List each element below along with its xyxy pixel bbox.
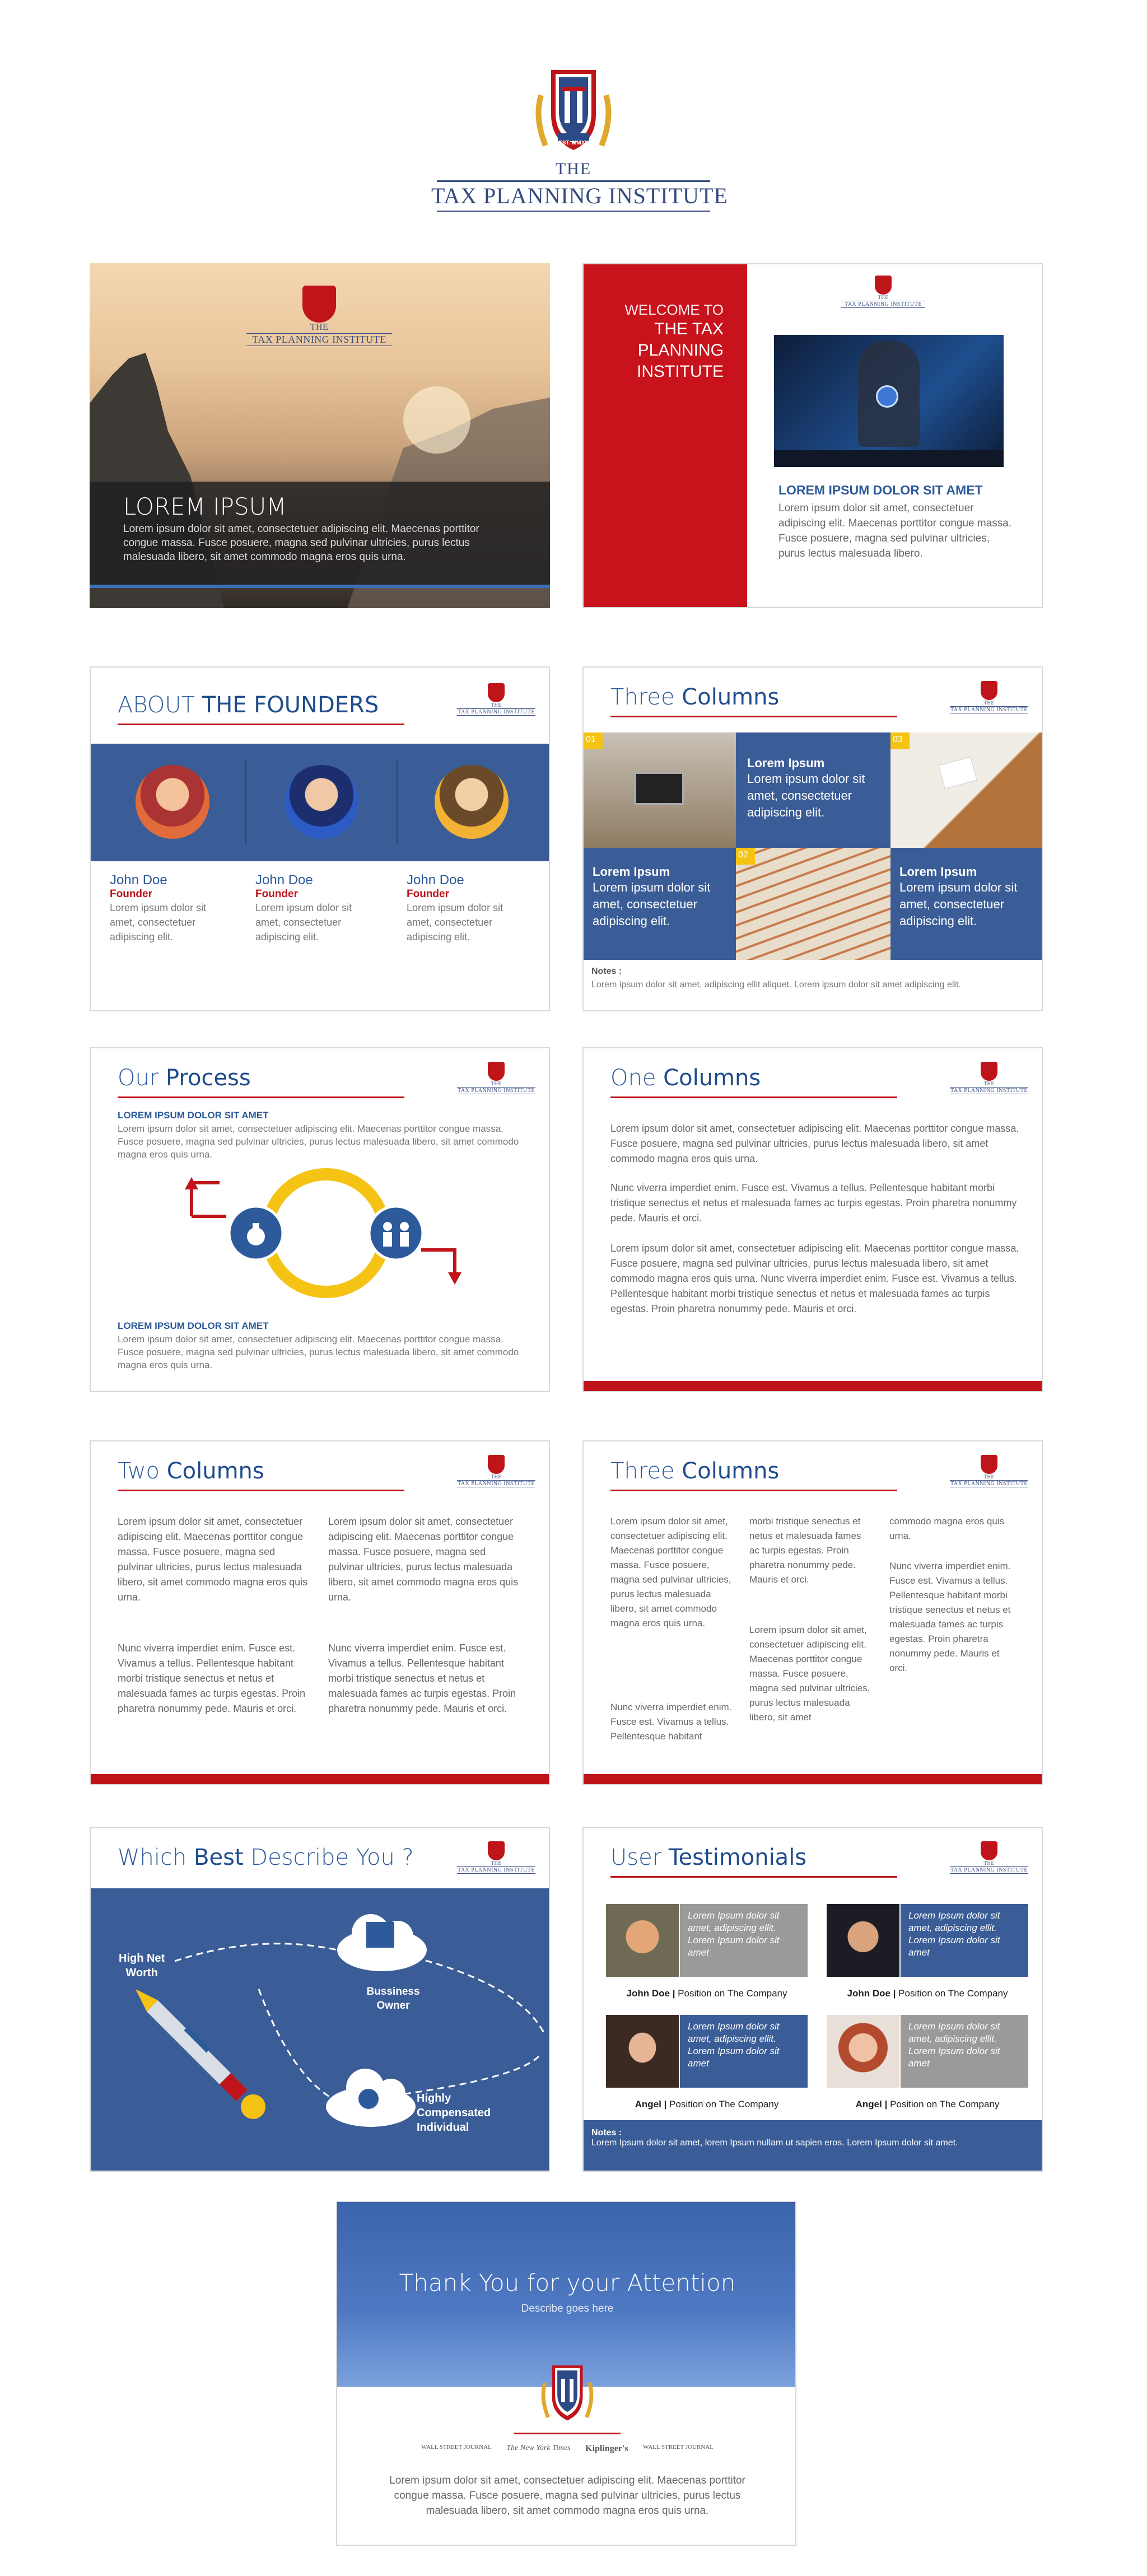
founder-name: John Doe: [407, 872, 464, 888]
thanks-rule: [514, 2433, 621, 2434]
mini-logo: [950, 1841, 1028, 1874]
shield-mini-icon: [488, 683, 505, 702]
tile-body: Lorem ipsum dolor sit amet, consectetuer adipiscing elit.: [899, 880, 1018, 928]
author-name: Angel: [635, 2099, 661, 2110]
notes-text: Lorem Ipsum dolor sit amet, lorem Ipsum nullam ut sapien eros. Lorem Ipsum dolor sit amet.: [591, 2138, 958, 2148]
slide-welcome: [582, 263, 1043, 608]
testimonial-photo: [827, 2015, 899, 2088]
threecol-c3-b: Nunc viverra imperdiet enim. Fusce est. Vivamus a tellus. Pellentesque habitant morbi tristique senectus et netus et malesuada fames ac turpis egestas. Proin pharetra nonummy pede. Mauris et orci.: [889, 1561, 1011, 1673]
thanks-body: Lorem ipsum dolor sit amet, consectetuer adipiscing elit. Maecenas porttitor congue massa. Fusce posuere, magna sed pulvinar ultricies, purus lectus malesuada libero, sit amet commodo magna eros quis urna.: [389, 2475, 745, 2517]
mini-logo-the: THE: [491, 1860, 502, 1866]
founders-divider-2: [397, 760, 398, 844]
press-logos: [421, 2444, 714, 2454]
shield-mini-icon: [981, 1841, 997, 1860]
logo-est: EST. MMXV: [558, 140, 589, 146]
mini-logo: [457, 683, 535, 716]
title-underline: [610, 1490, 897, 1491]
mini-logo-name: TAX PLANNING INSTITUTE: [458, 709, 535, 715]
welcome-body: Lorem ipsum dolor sit amet, consectetuer adipiscing elit. Maecenas porttitor congue massa. Fusce posuere, magna sed pulvinar ultricies, purus lectus malesuada libero.: [778, 502, 1012, 559]
founder-card: [110, 872, 233, 944]
which-title-b: Best: [194, 1845, 244, 1870]
founder-name: John Doe: [255, 872, 313, 888]
founder-role: Founder: [255, 888, 298, 900]
notes-text: Lorem ipsum dolor sit amet, adipiscing ellit aliquet. Lorem ipsum dolor sit amet adipiscing elit.: [591, 980, 961, 990]
threecol-c2-a: morbi tristique senectus et netus et malesuada fames ac turpis egestas. Proin pharetra nonummy pede. Mauris et orci.: [749, 1516, 861, 1585]
testimonial-author: [827, 2099, 1028, 2110]
cover-logo-the: THE: [310, 323, 329, 332]
onecol-para-3: Lorem ipsum dolor sit amet, consectetuer adipiscing elit. Maecenas porttitor congue massa. Fusce posuere, magna sed pulvinar ultricies, purus lectus malesuada libero, sit amet commodo magna eros quis urna. Nunc viverra imperdiet enim. Fusce est. Vivamus a tellus. Pellentesque habitant morbi tristique senectus et netus et malesuada fames ac turpis egestas. Proin pharetra nonummy pede. Mauris et orci.: [610, 1243, 1019, 1314]
pencils-photo: [736, 848, 890, 960]
cards-photo: [890, 732, 1043, 848]
thanks-subtitle: Describe goes here: [521, 2303, 614, 2314]
footer-bar: [584, 1774, 1042, 1784]
founder-name: John Doe: [110, 872, 167, 888]
which-title: [118, 1845, 414, 1870]
mini-logo-name: TAX PLANNING INSTITUTE: [458, 1088, 535, 1094]
mini-logo-the: THE: [491, 1474, 502, 1480]
founder-desc: Lorem ipsum dolor sit amet, consectetuer adipiscing elit.: [255, 902, 352, 942]
process-cycle-diagram: [175, 1160, 477, 1306]
welcome-logo-the: THE: [878, 295, 889, 300]
label-business-owner: [360, 1985, 427, 2013]
shield-mini-icon: [981, 681, 997, 700]
video-frame[interactable]: [774, 335, 1004, 467]
twocol-col1-b: Nunc viverra imperdiet enim. Fusce est. Vivamus a tellus. Pellentesque habitant morbi tristique senectus et netus et malesuada fames ac turpis egestas. Proin pharetra nonummy pede. Mauris et orci.: [118, 1642, 306, 1714]
label-high-net: [119, 1951, 165, 1980]
founder-role: Founder: [407, 888, 449, 900]
cloud-building-icon: [337, 1914, 427, 1971]
author-position: Position on The Company: [678, 1988, 787, 1999]
twocol-title-b: Columns: [166, 1458, 264, 1484]
brand-the: THE: [555, 160, 592, 178]
label-comp-3: Individual: [417, 2121, 469, 2134]
tile-body: Lorem ipsum dolor sit amet, consectetuer adipiscing elit.: [593, 880, 711, 928]
founders-title-b: THE FOUNDERS: [202, 692, 379, 718]
mini-logo-name: TAX PLANNING INSTITUTE: [950, 1481, 1028, 1487]
slide-one-column: [582, 1047, 1043, 1392]
twocol-col2-a: Lorem ipsum dolor sit amet, consectetuer adipiscing elit. Maecenas porttitor congue massa. Fusce posuere, magna sed pulvinar ultricies, purus lectus malesuada libero, sit amet commodo magna eros quis urna.: [328, 1516, 519, 1603]
testimonial-quote: Lorem Ipsum dolor sit amet, adipiscing ellit. Lorem Ipsum dolor sit amet: [901, 2015, 1028, 2088]
label-business-2: Owner: [376, 2000, 410, 2012]
title-underline: [610, 1876, 897, 1878]
slide-two-columns: [90, 1440, 550, 1785]
brand-name: TAX PLANNING INSTITUTE: [431, 183, 728, 208]
shield-mini-icon: [981, 1455, 997, 1474]
process-body-2: Lorem ipsum dolor sit amet, consectetuer adipiscing elit. Maecenas porttitor congue massa. Fusce posuere, magna sed pulvinar ultricies, purus lectus malesuada libero, sit amet commodo magna eros quis urna.: [118, 1334, 519, 1370]
thanks-title: Thank You for your Attention: [399, 2269, 736, 2297]
welcome-text: [600, 301, 724, 382]
footer-bar: [91, 1774, 549, 1784]
shield-mini-icon: [488, 1841, 505, 1860]
mini-logo: [457, 1062, 535, 1094]
author-sep: |: [661, 2099, 670, 2110]
twocol-title: [118, 1458, 264, 1484]
press-logo-wsj: WALL STREET JOURNAL: [643, 2444, 714, 2451]
slide-cover: [90, 263, 550, 608]
testimonial-author: [827, 1988, 1028, 1999]
twocol-title-a: Two: [118, 1458, 167, 1484]
tile-num: 01: [584, 732, 603, 749]
mini-logo-the: THE: [983, 700, 995, 706]
label-comp-2: Compensated: [417, 2107, 491, 2119]
mini-logo-name: TAX PLANNING INSTITUTE: [950, 1088, 1028, 1094]
press-logo-kiplinger: Kiplinger's: [585, 2444, 628, 2453]
testimonial-quote: Lorem Ipsum dolor sit amet, adipiscing ellit. Lorem Ipsum dolor sit amet: [680, 2015, 808, 2088]
slide-thank-you: [336, 2201, 796, 2546]
shield-mini-icon: [302, 286, 336, 323]
tile-text-1: [736, 732, 890, 848]
founder-role: Founder: [110, 888, 152, 900]
process-body-1: Lorem ipsum dolor sit amet, consectetuer adipiscing elit. Maecenas porttitor congue massa. Fusce posuere, magna sed pulvinar ultricies, purus lectus malesuada libero, sit amet commodo magna eros quis urna.: [118, 1123, 519, 1160]
title-underline: [118, 1490, 404, 1491]
onecol-title-a: One: [610, 1065, 664, 1091]
shield-mini-icon: [875, 276, 892, 295]
author-name: John Doe: [847, 1988, 890, 1999]
monitor-shape: [634, 772, 684, 805]
label-comp-1: Highly: [417, 2092, 451, 2104]
founder-card: [407, 872, 530, 944]
desk-photo: [584, 732, 736, 848]
cover-caption-underline: [90, 585, 550, 588]
tile-num: 03: [890, 732, 910, 749]
notes-label: Notes :: [591, 967, 622, 976]
tile-body: Lorem ipsum dolor sit amet, consectetuer adipiscing elit.: [747, 772, 865, 819]
mini-logo-name: TAX PLANNING INSTITUTE: [950, 1867, 1028, 1873]
avatar: [136, 765, 209, 839]
testimonial-author: [606, 1988, 808, 1999]
founders-title-a: ABOUT: [118, 692, 202, 718]
twocol-col1-a: Lorem ipsum dolor sit amet, consectetuer adipiscing elit. Maecenas porttitor congue massa. Fusce posuere, magna sed pulvinar ultricies, purus lectus malesuada libero, sit amet commodo magna eros quis urna.: [118, 1516, 308, 1603]
author-position: Position on The Company: [669, 2099, 779, 2110]
author-name: John Doe: [626, 1988, 670, 1999]
slide-three-tiles: [582, 666, 1043, 1011]
mini-logo-name: TAX PLANNING INSTITUTE: [950, 707, 1028, 713]
brand-rule: [437, 180, 710, 182]
tile-head: Lorem Ipsum: [593, 865, 670, 879]
slide-testimonials: [582, 1827, 1043, 2172]
onecol-para-2: Nunc viverra imperdiet enim. Fusce est. Vivamus a tellus. Pellentesque habitant morbi tristique senectus et netus et malesuada fames ac turpis egestas. Proin pharetra nonummy pede. Mauris et orci.: [610, 1182, 1017, 1224]
play-button-icon[interactable]: [876, 385, 898, 408]
testimonials-title-a: User: [610, 1845, 669, 1870]
tiles-title-a: Three: [610, 684, 682, 710]
author-position: Position on The Company: [898, 1988, 1008, 1999]
author-sep: |: [669, 1988, 678, 1999]
process-title-b: Process: [166, 1065, 251, 1091]
title-underline: [118, 724, 404, 725]
mini-logo-the: THE: [983, 1081, 995, 1086]
mini-logo-name: TAX PLANNING INSTITUTE: [458, 1481, 535, 1487]
welcome-label: WELCOME TO: [624, 301, 724, 318]
testimonial-quote: Lorem Ipsum dolor sit amet, adipiscing ellit. Lorem Ipsum dolor sit amet: [680, 1904, 808, 1977]
cover-logo-name: TAX PLANNING INSTITUTE: [246, 333, 392, 346]
tiles-title-b: Columns: [682, 684, 780, 710]
mini-logo: [457, 1455, 535, 1487]
founder-desc: Lorem ipsum dolor sit amet, consectetuer adipiscing elit.: [110, 902, 207, 942]
tile-head: Lorem Ipsum: [747, 756, 825, 770]
testimonial-photo: [827, 1904, 899, 1977]
avatar: [285, 765, 358, 839]
threecol-title-b: Columns: [682, 1458, 780, 1484]
shield-mini-icon: [488, 1455, 505, 1474]
family-icon: [369, 1206, 423, 1260]
threecol-c3-a: commodo magna eros quis urna.: [889, 1516, 1005, 1541]
mini-logo: [457, 1841, 535, 1874]
tile-text-2: [584, 848, 736, 960]
tile-text-3: [890, 848, 1043, 960]
mini-logo-the: THE: [491, 1081, 502, 1086]
label-business-1: Bussiness: [366, 1986, 420, 1998]
cover-logo: [246, 286, 392, 346]
label-compensated: [417, 2091, 491, 2135]
founders-title: [118, 692, 379, 718]
mini-logo-the: THE: [491, 702, 502, 708]
title-underline: [610, 1096, 897, 1098]
press-logo-nyt: The New York Times: [506, 2444, 571, 2452]
slide-three-columns: [582, 1440, 1043, 1785]
tile-head: Lorem Ipsum: [899, 865, 977, 879]
slide-process: [90, 1047, 550, 1392]
author-name: Angel: [855, 2099, 882, 2110]
brand-rule-bottom: [437, 211, 710, 212]
author-sep: |: [890, 1988, 899, 1999]
welcome-logo: [841, 276, 925, 308]
cover-title: LOREM IPSUM: [123, 493, 287, 520]
onecol-para-1: Lorem ipsum dolor sit amet, consectetuer adipiscing elit. Maecenas porttitor congue massa. Fusce posuere, magna sed pulvinar ultricies, purus lectus malesuada libero, sit amet commodo magna eros quis urna.: [610, 1123, 1019, 1164]
testimonials-title-b: Testimonials: [668, 1845, 807, 1870]
header-logo: [431, 62, 728, 213]
threecol-c2-b: Lorem ipsum dolor sit amet, consectetuer adipiscing elit. Maecenas porttitor congue massa. Fusce posuere, magna sed pulvinar ultricies, purus lectus malesuada libero, sit amet: [749, 1625, 870, 1723]
tiles-title: [610, 684, 779, 710]
welcome-name-3: INSTITUTE: [637, 362, 724, 381]
process-heading-1: LOREM IPSUM DOLOR SIT AMET: [118, 1110, 269, 1121]
mini-logo: [950, 1062, 1028, 1094]
tile-num: 02: [736, 848, 755, 865]
mini-logo-the: THE: [983, 1860, 995, 1866]
testimonials-notes: [584, 2120, 1043, 2172]
threecol-title: [610, 1458, 779, 1484]
testimonials-title: [610, 1845, 806, 1870]
footer-bar: [584, 1381, 1042, 1391]
shield-crest-icon: [537, 2359, 598, 2426]
mini-logo-the: THE: [983, 1474, 995, 1480]
card-shape: [938, 757, 977, 789]
cloud-globe-icon: [326, 2069, 416, 2127]
welcome-name-1: THE TAX: [654, 320, 724, 338]
threecol-c1-b: Nunc viverra imperdiet enim. Fusce est. Vivamus a tellus. Pellentesque habitant: [610, 1702, 732, 1742]
avatar: [435, 765, 509, 839]
press-logo-wsj: WALL STREET JOURNAL: [421, 2444, 492, 2451]
founder-desc: Lorem ipsum dolor sit amet, consectetuer adipiscing elit.: [407, 902, 503, 942]
welcome-heading: LOREM IPSUM DOLOR SIT AMET: [778, 483, 983, 497]
process-title-a: Our: [118, 1065, 166, 1091]
mini-logo: [950, 681, 1028, 713]
slide-founders: [90, 666, 550, 1011]
process-title: [118, 1065, 251, 1091]
founders-divider-1: [245, 760, 246, 844]
slide-which-best: [90, 1827, 550, 2172]
testimonial-photo: [606, 1904, 679, 1977]
rocket-icon: [136, 1989, 265, 2119]
mini-logo: [950, 1455, 1028, 1487]
testimonial-photo: [606, 2015, 679, 2088]
testimonial-author: [606, 2099, 808, 2110]
author-sep: |: [882, 2099, 890, 2110]
shield-mini-icon: [981, 1062, 997, 1081]
welcome-name-2: PLANNING: [637, 341, 724, 360]
which-title-a: Which: [118, 1845, 194, 1870]
twocol-col2-b: Nunc viverra imperdiet enim. Fusce est. Vivamus a tellus. Pellentesque habitant morbi tristique senectus et netus et malesuada fames ac turpis egestas. Proin pharetra nonummy pede. Mauris et orci.: [328, 1642, 516, 1714]
process-heading-2: LOREM IPSUM DOLOR SIT AMET: [118, 1320, 269, 1331]
cover-body: Lorem ipsum dolor sit amet, consectetuer adipiscing elit. Maecenas porttitor congue massa. Fusce posuere, magna sed pulvinar ultricies, purus lectus malesuada libero, sit amet commodo magna eros quis urna.: [123, 523, 479, 563]
label-high-net-1: High Net: [119, 1952, 165, 1964]
notes-label: Notes :: [591, 2128, 622, 2138]
mini-logo-name: TAX PLANNING INSTITUTE: [458, 1867, 535, 1873]
testimonial-quote: Lorem Ipsum dolor sit amet, adipiscing ellit. Lorem Ipsum dolor sit amet: [901, 1904, 1028, 1977]
founder-card: [255, 872, 379, 944]
onecol-title-b: Columns: [663, 1065, 761, 1091]
label-high-net-2: Worth: [125, 1967, 158, 1979]
title-underline: [610, 716, 897, 717]
shield-mini-icon: [488, 1062, 505, 1081]
welcome-logo-name: TAX PLANNING INSTITUTE: [841, 301, 925, 308]
video-controls[interactable]: [774, 450, 1004, 467]
title-underline: [118, 1096, 404, 1098]
onecol-title: [610, 1065, 761, 1091]
threecol-c1-a: Lorem ipsum dolor sit amet, consectetuer adipiscing elit. Maecenas porttitor congue massa. Fusce posuere, magna sed pulvinar ultricies, purus lectus malesuada libero, sit amet commodo magna eros quis urna.: [610, 1516, 731, 1628]
author-position: Position on The Company: [890, 2099, 1000, 2110]
which-title-c: Describe You ?: [243, 1845, 414, 1870]
threecol-title-a: Three: [610, 1458, 682, 1484]
